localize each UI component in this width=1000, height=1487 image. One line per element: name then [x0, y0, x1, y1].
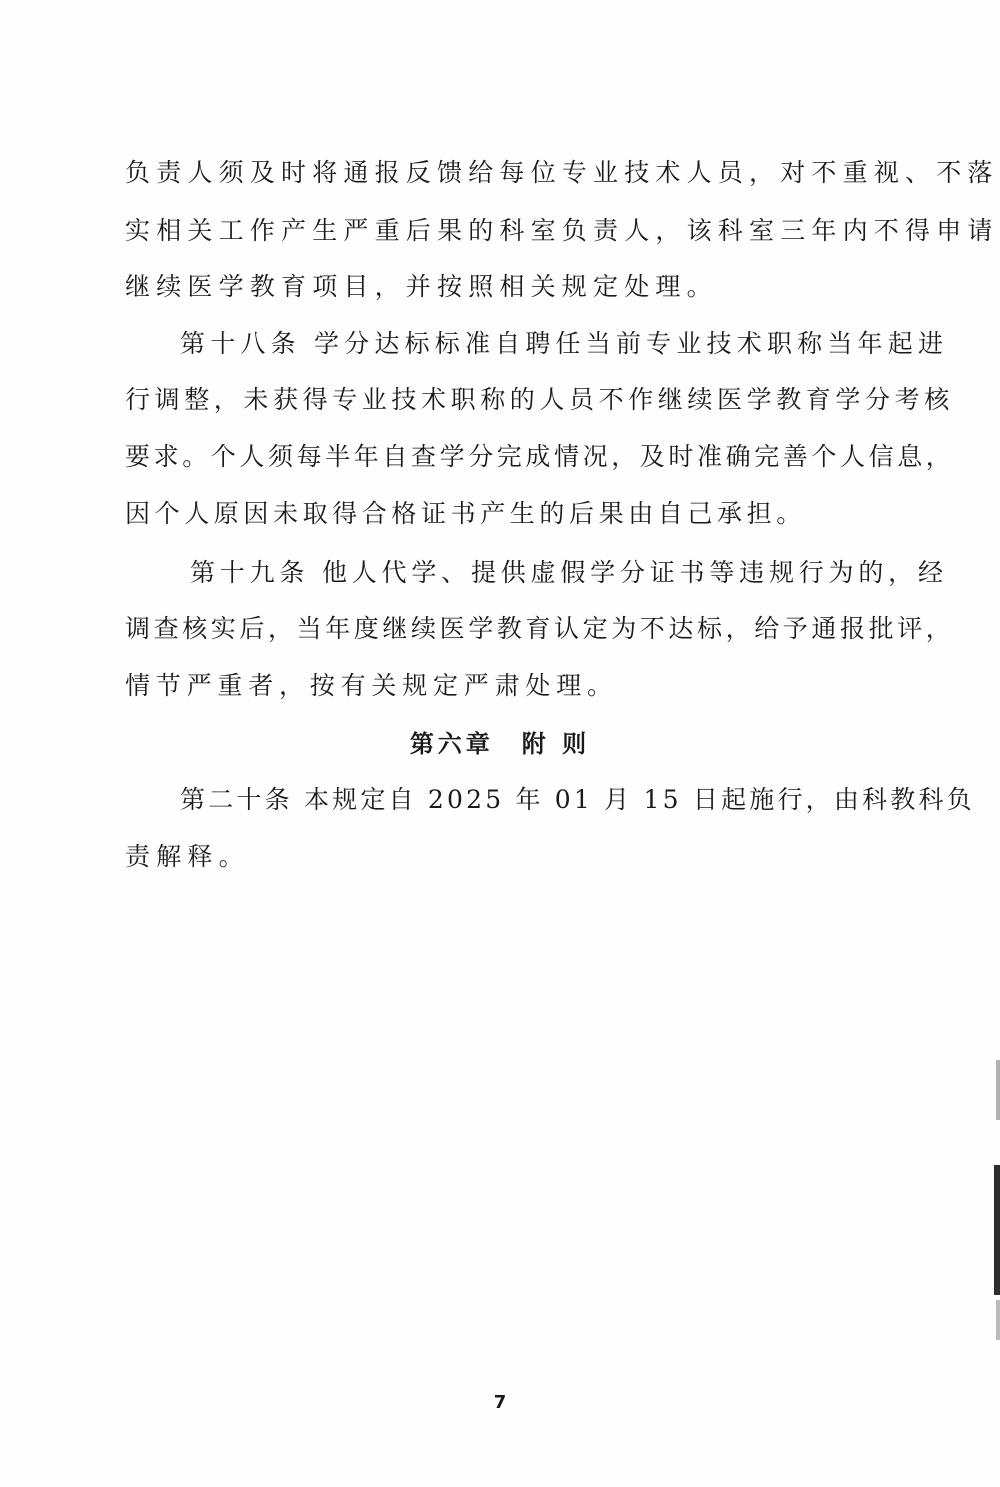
body-text-line: 责解释。	[125, 842, 250, 871]
scan-edge-mark	[994, 1165, 1000, 1295]
page-number: 7	[493, 1392, 507, 1413]
body-text-line: 继续医学教育项目，并按照相关规定处理。	[125, 272, 718, 301]
body-text-line: 实相关工作产生严重后果的科室负责人，该科室三年内不得申请	[125, 216, 999, 245]
body-text-line: 情节严重者，按有关规定严肃处理。	[125, 671, 618, 700]
body-text-line: 负责人须及时将通报反馈给每位专业技术人员，对不重视、不落	[125, 158, 999, 187]
article-20-line: 第二十条 本规定自 2025 年 01 月 15 日起施行，由科教科负	[180, 785, 975, 814]
scan-edge-mark	[996, 1060, 1000, 1120]
body-text-line: 行调整，未获得专业技术职称的人员不作继续医学教育学分考核	[125, 385, 954, 414]
chapter-heading: 第六章 附 则	[409, 730, 591, 758]
body-text-line: 因个人原因未取得合格证书产生的后果由自己承担。	[125, 499, 806, 528]
article-19-line: 第十九条 他人代学、提供虚假学分证书等违规行为的，经	[190, 558, 948, 587]
body-text-line: 要求。个人须每半年自查学分完成情况，及时准确完善个人信息，	[125, 442, 955, 471]
scan-edge-mark	[996, 1300, 1000, 1340]
body-text-line: 调查核实后，当年度继续医学教育认定为不达标，给予通报批评，	[125, 614, 955, 643]
article-18-line: 第十八条 学分达标标准自聘任当前专业技术职称当年起进	[180, 329, 949, 358]
